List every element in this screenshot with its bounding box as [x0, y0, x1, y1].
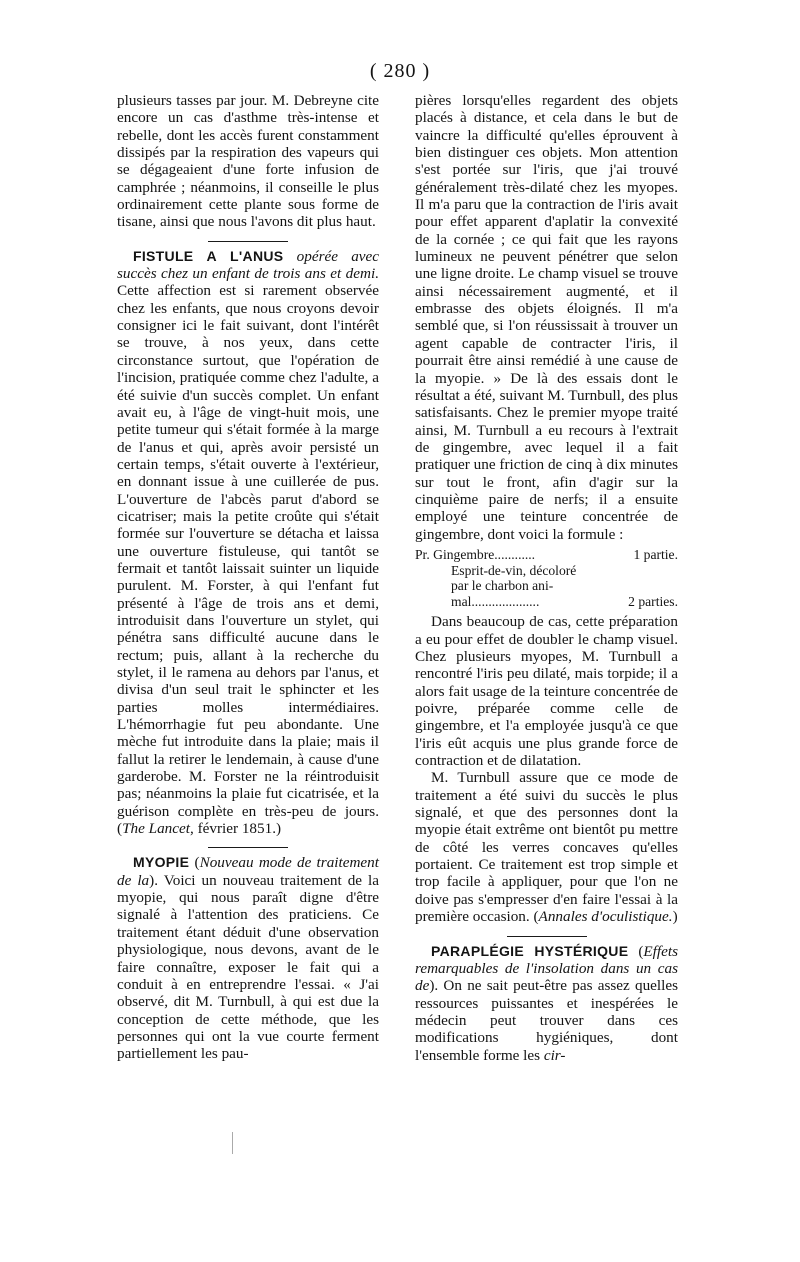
formula-quantity: 1 partie. [633, 546, 678, 562]
article-source: Annales d'oculistique. [538, 908, 673, 926]
article-subtitle: opérée avec succès chez un enfant de trois ans et demi. [117, 247, 380, 283]
formula-quantity: 2 parties. [628, 593, 678, 609]
paragraph-continued: pières lorsqu'elles regardent des objets placés à distance, et cela dans le but de vaincre la difficulté qu'elles éprouvent à bien distinguer ces objets. Mon attention s'est portée sur l'iris, que j'ai trouvé généralement très-dilaté chez les myopes. Il m'a paru que la contraction de l'iris avait pour effet apparent d'aplatir la convexité de la cornée ; ce qui fait que les rayons lumineux ne peuvent pénétrer que selon une ligne droite. Le champ visuel se trouve ainsi nécessairement augmenté, et il embrasse des objets éloignés. Il m'a semblé que, si l'on réussissait à trouver un agent capable de contracter l'iris, il pourrait être ainsi remédié à une cause de la myopie. » De là des essais dont le résultat a été, suivant M. Turnbull, des plus satisfaisants. Chez le premier myope traité ainsi, M. Turnbull a eu recours à l'extrait de gingembre, avec lequel il a fait pratiquer une friction de cinq à dix minutes sur tout le front, afin d'agir sur la cinquième paire de nerfs; il a ensuite employé une teinture concentrée de gingembre, dont voici la formule : [415, 92, 678, 543]
formula-line: par le charbon ani- [451, 578, 554, 594]
page-number: ( 280 ) [369, 60, 431, 82]
article-subtitle-open: ( [189, 854, 200, 872]
article-source: The Lancet [122, 820, 190, 838]
section-divider [208, 847, 288, 848]
article-body: Cette affection est si rarement observée chez les enfants, que nous croyons devoir consigner ici le fait suivant, dont l'intérêt se trouve, à nos yeux, dans cette circonstance surtout, que l'opération de l'incision, pratiquée comme chez l'adulte, a été suivie d'un succès complet. Un enfant avait eu, à l'âge de vingt-huit mois, une petite tumeur qui s'était formée à la marge de l'anus et qui, après avoir persisté un certain temps, s'était ouverte à l'extérieur, en donnant issue à une cuillerée de pus. L'ouverture de l'abcès parut d'abord se cicatriser; mais la petite croûte qui s'était formée sur l'ouverture se détacha et laissa une ouverture fistuleuse, qui tantôt se fermait et tantôt laissait suinter un liquide purulent. M. Forster, à qui l'enfant fut présenté à l'âge de trois ans et demi, introduisit dans l'ouverture un stylet, qui pénétra sans difficulté aucune dans le rectum; puis, allant à la recherche du stylet, il le ramena au dehors par l'anus, et divisa d'un seul trait le sphincter et les parties molles intermédiaires. L'hémorrhagie fut peu abondante. Une mèche fut introduite dans la plaie; mais il fallut la retirer le lendemain, à cause d'une garderobe. M. Forster ne la réintroduisit pas; néanmoins la plaie fut cicatrisée, et la guérison complète en très-peu de jours. ( [117, 282, 379, 838]
article-subtitle-open: ( [628, 942, 644, 960]
article-subtitle-close: ). [429, 977, 439, 995]
paragraph-continued: plusieurs tasses par jour. M. Debreyne cite encore un cas d'asthme très-intense et rebelle, dont les accès furent constamment dissipés par la respiration des vapeurs qui se dégageaient d'une forte infusion de camphrée ; néanmoins, il conseille le plus ordinairement cette plante sous forme de tisane, ainsi que nous l'avons dit plus haut. [117, 92, 379, 231]
formula-line [415, 547, 678, 563]
article-myopie [117, 854, 379, 1062]
paragraph: Dans beaucoup de cas, cette préparation a eu pour effet de doubler le champ visuel. Chez plusieurs myopes, M. Turnbull a rencontré l'iris peu dilaté, mais torpide; il a alors fait usage de la teinture concentrée de poivre, préparée comme celle de gingembre, et l'a employée jusqu'à ce que l'iris eût acquis une plus grande force de contraction et de dilatation. [415, 613, 678, 770]
paragraph-text: M. Turnbull assure que ce mode de traitement a été suivi du succès le plus signalé, et que des personnes dont la myopie était extrême ont bientôt pu mettre de côté les verres concaves qu'elles portaient. Ce traitement est trop simple et trop facile à appliquer, pour que l'on ne doive pas s'empresser d'en faire l'essai à la première occasion. ( [415, 769, 678, 926]
right-column [415, 92, 678, 1064]
article-body: On ne sait peut-être pas assez quelles ressources puissantes et inespérées le médecin peut trouver dans ces modifications hygiéniques, dont l'ensemble forme les [415, 977, 678, 1064]
formula-line [415, 594, 678, 610]
gutter-mark [232, 1132, 233, 1154]
article-paraplegie [415, 943, 678, 1064]
formula-line: Esprit-de-vin, décoloré [451, 562, 577, 578]
article-fistule [117, 248, 379, 838]
article-body: Voici un nouveau traitement de la myopie, qui nous paraît digne d'être signalé à l'attention des praticiens. Ce traitement étant déduit d'une observation physiologique, nous devons, avant de le faire connaître, exposer le fait qui a conduit à en entreprendre l'essai. « J'ai observé, dit M. Turnbull, à qui est due la conception de cette méthode, que les personnes qui ont la vue courte ferment partiellement les pau- [117, 871, 379, 1063]
article-subtitle: Nouveau mode de traitement de la [117, 854, 379, 889]
article-subtitle-close: ). [149, 871, 159, 889]
article-heading: PARAPLÉGIE HYSTÉRIQUE [431, 942, 629, 959]
paragraph-text-tail: ) [672, 908, 678, 926]
formula-ingredient: Pr. Gingembre............ [415, 546, 536, 562]
paragraph [415, 769, 678, 925]
left-column [117, 92, 379, 1063]
article-heading: FISTULE A L'ANUS [133, 247, 284, 264]
section-divider [208, 241, 288, 242]
formula-ingredient: mal.................... [451, 593, 540, 609]
section-divider [507, 936, 587, 937]
article-heading: MYOPIE [133, 854, 190, 871]
article-source-tail: , février 1851.) [189, 820, 282, 838]
article-body-tail: cir- [543, 1046, 566, 1064]
article-subtitle: Effets remarquables de l'insolation dans un cas de [415, 942, 678, 995]
formula-block [415, 547, 678, 609]
